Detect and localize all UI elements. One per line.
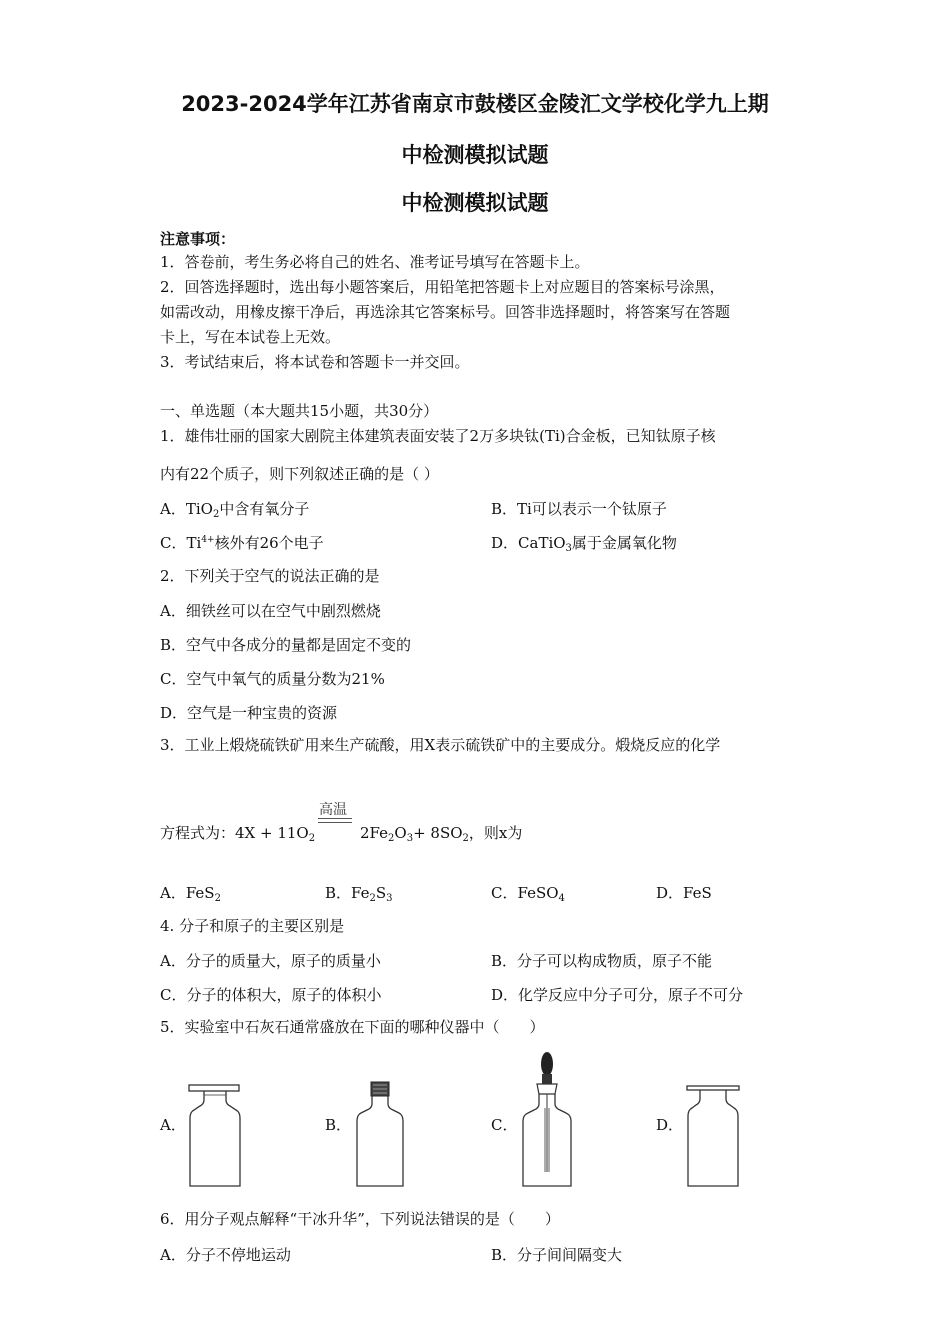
page-title-line3: 中检测模拟试题 xyxy=(401,191,549,215)
q4-option-c[interactable]: C．分子的体积大，原子的体积小 xyxy=(160,986,382,1004)
dropper-bottle-icon[interactable] xyxy=(512,1048,582,1192)
q1-option-a[interactable]: A．TiO$_2$中含有氧分子 xyxy=(160,500,310,520)
q2-stem: 2．下列关于空气的说法正确的是 xyxy=(160,567,380,585)
q3-equation-left: 方程式为：$4X + 11O_2$ xyxy=(160,824,316,844)
q3-equals-line-bottom xyxy=(318,822,352,823)
q2-option-a[interactable]: A．细铁丝可以在空气中剧烈燃烧 xyxy=(160,602,381,620)
narrow-mouth-bottle-rubber-stopper-icon[interactable] xyxy=(345,1078,415,1192)
q3-option-a[interactable]: A．FeS$_2$ xyxy=(160,884,221,904)
q5-option-c-label[interactable]: C． xyxy=(491,1116,518,1134)
q3-equation-right: $2Fe_2O_3+ 8SO_2$，则x为 xyxy=(360,824,523,844)
q5-option-d-label[interactable]: D． xyxy=(656,1116,684,1134)
q5-option-a-label[interactable]: A． xyxy=(160,1116,186,1134)
page-title-line1: 2023-2024学年江苏省南京市鼓楼区金陵汇文学校化学九上期 xyxy=(181,92,769,116)
wide-mouth-bottle-ground-lid-icon[interactable] xyxy=(180,1082,250,1192)
q4-stem: 4. 分子和原子的主要区别是 xyxy=(160,917,345,935)
q4-option-d[interactable]: D．化学反应中分子可分，原子不可分 xyxy=(491,986,744,1004)
q1-option-d[interactable]: D．CaTiO$_3$属于金属氧化物 xyxy=(491,534,677,554)
notice-item-1: 1．答卷前，考生务必将自己的姓名、准考证号填写在答题卡上。 xyxy=(160,253,590,271)
notice-heading: 注意事项： xyxy=(160,230,236,248)
notice-item-3: 3．考试结束后，将本试卷和答题卡一并交回。 xyxy=(160,353,470,371)
q6-option-a[interactable]: A．分子不停地运动 xyxy=(160,1246,291,1264)
q1-stem-line2: 内有22个质子，则下列叙述正确的是（ ） xyxy=(160,465,439,483)
q6-stem: 6．用分子观点解释“干冰升华”，下列说法错误的是（ ） xyxy=(160,1210,560,1228)
notice-item-2-line2: 如需改动，用橡皮擦干净后，再选涂其它答案标号。回答非选择题时，将答案写在答题 xyxy=(160,303,731,321)
q2-option-b[interactable]: B．空气中各成分的量都是固定不变的 xyxy=(160,636,412,654)
q2-option-c[interactable]: C．空气中氧气的质量分数为21% xyxy=(160,670,385,688)
q1-option-c[interactable]: C．$Ti^{4+}$核外有26个电子 xyxy=(160,534,324,552)
q5-option-b-label[interactable]: B． xyxy=(325,1116,352,1134)
q1-option-b[interactable]: B．Ti可以表示一个钛原子 xyxy=(491,500,667,518)
q3-stem-line1: 3．工业上煅烧硫铁矿用来生产硫酸，用X表示硫铁矿中的主要成分。煅烧反应的化学 xyxy=(160,736,721,754)
q6-option-b[interactable]: B．分子间间隔变大 xyxy=(491,1246,623,1264)
q4-option-b[interactable]: B．分子可以构成物质，原子不能 xyxy=(491,952,713,970)
q3-option-c[interactable]: C．FeSO$_4$ xyxy=(491,884,565,904)
q3-equals-line-top xyxy=(318,818,352,819)
q3-option-d[interactable]: D．FeS xyxy=(656,884,712,902)
page-title-line2: 中检测模拟试题 xyxy=(401,143,549,167)
q5-stem: 5．实验室中石灰石通常盛放在下面的哪种仪器中（ ） xyxy=(160,1018,545,1036)
wide-mouth-bottle-plate-icon[interactable] xyxy=(678,1082,748,1192)
q4-option-a[interactable]: A．分子的质量大，原子的质量小 xyxy=(160,952,381,970)
q1-stem-line1: 1．雄伟壮丽的国家大剧院主体建筑表面安装了2万多块钛(Ti)合金板，已知钛原子核 xyxy=(160,427,716,445)
q2-option-d[interactable]: D．空气是一种宝贵的资源 xyxy=(160,704,338,722)
section-heading: 一、单选题（本大题共15小题，共30分） xyxy=(160,402,439,420)
notice-item-2-line1: 2．回答选择题时，选出每小题答案后，用铅笔把答题卡上对应题目的答案标号涂黑， xyxy=(160,278,725,296)
q3-reaction-condition: 高温 xyxy=(319,802,347,818)
q3-option-b[interactable]: B．$Fe_2S_3$ xyxy=(325,884,393,904)
notice-item-2-line3: 卡上，写在本试卷上无效。 xyxy=(160,328,341,346)
